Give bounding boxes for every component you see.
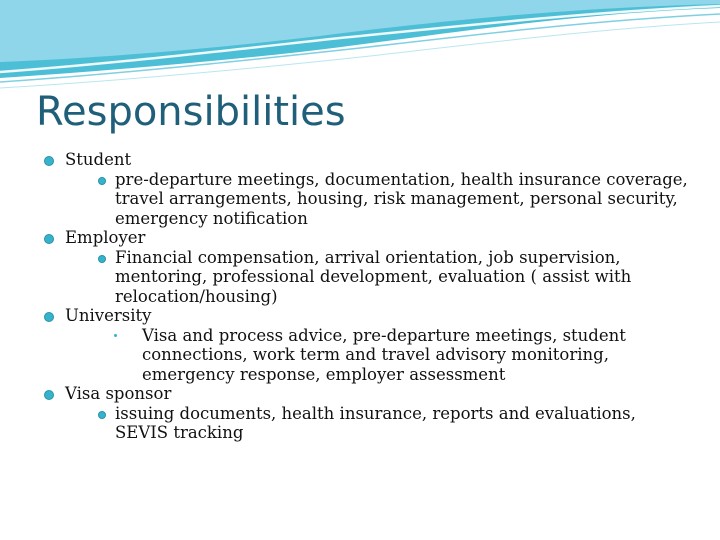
bullet-label: University	[65, 306, 152, 325]
sub-bullet-employer	[44, 248, 694, 307]
sub-bullet-text: issuing documents, health insurance, reports and evaluations, SEVIS tracking	[115, 403, 636, 442]
bullet-dot-icon	[44, 234, 54, 244]
bullet-employer	[44, 228, 694, 248]
sub-bullet-student	[44, 170, 694, 229]
bullet-dot-icon	[44, 312, 54, 322]
bullet-student	[44, 150, 694, 170]
bullet-university	[44, 306, 694, 326]
sub-bullet-text: Financial compensation, arrival orientation, job supervision, mentoring, professional development, evaluation ( assist with relocation/housing)	[115, 247, 632, 306]
sub-bullet-text: pre-departure meetings, documentation, health insurance coverage, travel arrangements, housing, risk management, personal security, emergency notification	[115, 169, 688, 228]
sub-bullet-text: Visa and process advice, pre-departure meetings, student connections, work term and travel advisory monitoring, emergency response, employer assessment	[142, 325, 626, 384]
header-wave-decoration	[0, 0, 720, 90]
bullet-label: Employer	[65, 228, 146, 247]
bullet-label: Visa sponsor	[65, 384, 172, 403]
sub-bullet-dot-icon	[98, 177, 106, 185]
bullet-list	[44, 150, 694, 443]
sub-bullet-dot-icon	[98, 255, 106, 263]
bullet-dot-icon	[44, 390, 54, 400]
sub-bullet-visa-sponsor	[44, 404, 694, 443]
bullet-dot-icon	[44, 156, 54, 166]
bullet-label: Student	[65, 150, 132, 169]
small-dot-icon	[114, 334, 117, 337]
sub-bullet-university	[44, 326, 694, 385]
sub-bullet-dot-icon	[98, 411, 106, 419]
bullet-visa-sponsor	[44, 384, 694, 404]
slide-title: Responsibilities	[36, 89, 346, 135]
